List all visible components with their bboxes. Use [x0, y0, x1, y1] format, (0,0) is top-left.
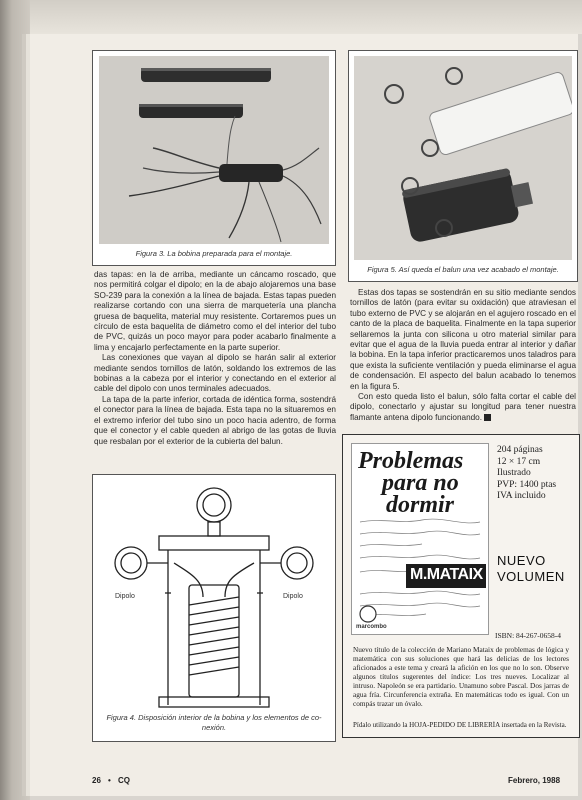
- figure-3-photo: [99, 56, 329, 244]
- book-publisher: marcombo: [356, 624, 387, 630]
- issue-date: Febrero, 1988: [508, 776, 561, 785]
- ad-headline-line-2: VOLUMEN: [497, 569, 565, 584]
- magazine-page: [30, 34, 578, 796]
- figure-4: [92, 474, 336, 742]
- book-title-line-3: dormir: [386, 492, 455, 518]
- figure-5-photo: [354, 56, 572, 260]
- right-paragraph-2-text: Con esto queda listo el balun, sólo falta cortar el cable del dipolo, conectarlo y ajustar su longitud para tener nuestra flamante antena dipolo funcionando.: [350, 392, 576, 422]
- page-number: 26: [92, 776, 101, 785]
- figure-3: [92, 50, 336, 266]
- right-paragraph-2: [350, 392, 576, 423]
- figure-5: [348, 50, 578, 282]
- figure-5-caption: Figura 5. Así queda el balun una vez acabado el montaje.: [367, 265, 559, 274]
- balun-photo-illustration: [354, 56, 572, 260]
- article-end-icon: [484, 414, 491, 421]
- right-paragraph-1: Estas dos tapas se sostendrán en su sitio mediante sendos tornillos de latón (para evitar su oxidación) que atraviesan el tubo externo de PVC y se alojarán en el agujero roscado en el canto de la placa de baquelita. Finalmente en la tapa superior sellaremos la junta con silicona u otro material similar para evitar que el agua de la lluvia pueda entrar al interior y dañar la bobina. En la tapa inferior practicaremos unos taladros para que exista la suficiente ventilación y pueda eliminarse el agua de condensación. El aspecto del balun acabado lo tenemos en la figura 5.: [350, 288, 576, 391]
- book-title-line-2: para no: [382, 470, 459, 496]
- left-paragraph-2: Las conexiones que vayan al dipolo se harán salir al exterior mediante sendos tornillos de latón, soldando los extremos de las bobinas a la cabeza por el interior y conectando en el exterior al cable del dipolo con unos terminales adecuados.: [94, 353, 336, 394]
- figure-4-caption-line-1: Figura 4. Disposición interior de la bobina y los elementos de co-: [106, 713, 322, 722]
- ad-description: Nuevo título de la colección de Mariano Mataix de problemas de lógica y matemática con sus soluciones que hará las delicias de los lectores aficionados a este tema y creará la afición en los que no lo son. Observe algunos títulos sugerentes del índice: Los tres nueves. Localizar al intruso. Napoleón se era partidario. Unamuno sobre Pascal. Dos jarras de agua fría. Circunferencia extraña. En matemáticas todo es igual. Con un compás trazar un óvalo.: [353, 645, 569, 708]
- figure-4-label-left: Dipolo: [115, 593, 135, 600]
- right-column-text: [350, 288, 576, 423]
- ad-order-line: Pídalo utilizando la HOJA-PEDIDO DE LIBRERÍA insertada en la Revista.: [353, 721, 567, 729]
- left-paragraph-1: das tapas: en la de arriba, mediante un cáncamo roscado, que nos permitirá colgar el dipolo; en la de abajo alojaremos una base SO-239 para la conexión a la línea de bajada. Estas tapas pueden realizarse cortando con una sierra de marquetería una plancha gruesa de baquelita, material muy resistente. Cortaremos pues un círculo de esta baquelita de diámetro como el del interior del tubo de PVC, quizás un poco mayor para poder acabarlo finalmente a lima y encajarlo perfectamente en la parte superior.: [94, 270, 336, 352]
- book-title-line-1: Problemas: [358, 448, 464, 474]
- ad-headline: [497, 553, 565, 585]
- book-cover: [351, 443, 489, 635]
- left-paragraph-3: La tapa de la parte inferior, cortada de idéntica forma, sostendrá el conector para la línea de bajada. Esta tapa no la situaremos en el extremo inferior del tubo sino un poco hacia adentro, de forma que el conector y el cable queden al abrigo de las gotas de lluvia que resbalan por el exterior de la cubierta del balun.: [94, 394, 336, 446]
- book-advertisement: [342, 434, 580, 738]
- page-top-edge: [30, 0, 582, 34]
- book-specs: [497, 445, 556, 503]
- book-specs-pages: 204 páginas: [497, 445, 543, 455]
- book-specs-illustrated: Ilustrado: [497, 468, 531, 478]
- coil-photo-illustration: [99, 56, 329, 244]
- magazine-name: CQ: [118, 776, 130, 785]
- book-isbn: ISBN: 84-267-0658-4: [495, 631, 562, 640]
- book-author: M.MATAIX: [410, 566, 483, 583]
- book-specs-size: 12 × 17 cm: [497, 456, 541, 467]
- figure-4-label-right: Dipolo: [283, 593, 303, 600]
- figure-4-caption-line-2: nexión.: [201, 723, 227, 732]
- book-binding: [0, 0, 30, 800]
- book-specs-tax: IVA incluido: [497, 491, 546, 501]
- left-column-text: [94, 270, 336, 447]
- ad-headline-line-1: NUEVO: [497, 553, 546, 568]
- figure-3-caption: Figura 3. La bobina preparada para el montaje.: [135, 249, 293, 258]
- book-specs-price: PVP: 1400 ptas: [497, 479, 557, 490]
- footer-bullet: •: [108, 776, 111, 785]
